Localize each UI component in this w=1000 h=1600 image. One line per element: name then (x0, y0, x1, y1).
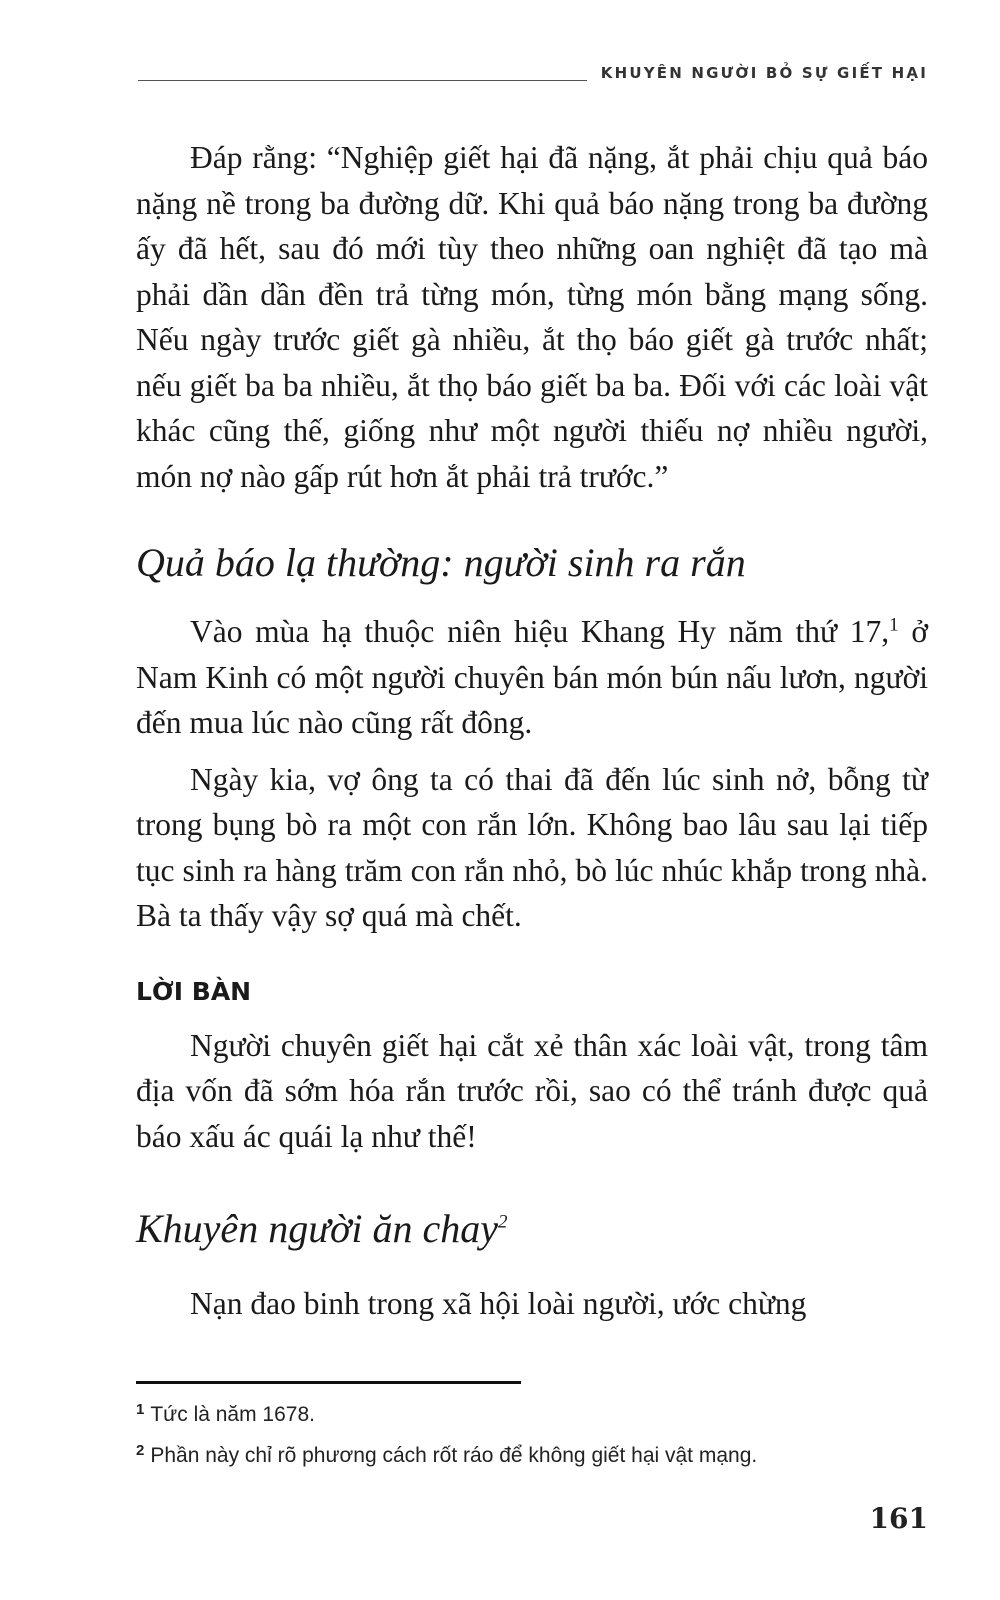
header-rule (138, 80, 587, 81)
footnote-number: 1 (136, 1401, 145, 1418)
paragraph-story-event: Ngày kia, vợ ông ta có thai đã đến lúc sinh nở, bỗng từ trong bụng bò ra một con rắn lớn. Không bao lâu sau lại tiếp tục sinh ra hàng trăm con rắn nhỏ, bò lúc nhúc khắp trong nhà. Bà ta thấy vậy sợ quá mà chết. (136, 761, 928, 933)
footnote-number: 2 (136, 1442, 145, 1459)
paragraph-comment: Người chuyên giết hại cắt xẻ thân xác loài vật, trong tâm địa vốn đã sớm hóa rắn trước rồi, sao có thể tránh được quả báo xấu ác quái lạ như thế! (136, 1027, 928, 1154)
story-intro-text-b: ở Nam Kinh có một người chuyên bán món bún nấu lươn, người đến mua lúc nào cũng rất đông. (136, 614, 928, 740)
paragraph-vegetarian-start: Nạn đao binh trong xã hội loài người, ước chừng (190, 1286, 807, 1321)
footnote-text: Phần này chỉ rõ phương cách rốt ráo để không giết hại vật mạng. (150, 1444, 758, 1467)
section-heading-vegetarian-text: Khuyên người ăn chay (136, 1206, 498, 1251)
running-header (138, 58, 928, 88)
section-heading-vegetarian (136, 1203, 928, 1255)
paragraph-story-intro (136, 609, 928, 746)
footnote-1 (136, 1392, 928, 1433)
footnote-ref-2[interactable]: 2 (497, 1211, 508, 1233)
comment-heading: LỜI BÀN (136, 976, 252, 1006)
footnote-2 (136, 1433, 928, 1474)
footnote-rule (136, 1381, 521, 1384)
footnote-ref-1[interactable]: 1 (889, 614, 899, 636)
section-heading-strange-retribution: Quả báo lạ thường: người sinh ra rắn (136, 540, 746, 585)
page-content (136, 135, 928, 1327)
footnotes (136, 1381, 928, 1474)
running-title: KHUYÊN NGƯỜI BỎ SỰ GIẾT HẠI (600, 64, 928, 82)
page-number: 161 (869, 1502, 928, 1535)
paragraph-answer: Đáp rằng: “Nghiệp giết hại đã nặng, ắt phải chịu quả báo nặng nề trong ba đường dữ. Khi quả báo nặng trong ba đường ấy đã hết, sau đó mới tùy theo những oan nghiệt đã tạo mà phải dần dần đền trả từng món, từng món bằng mạng sống. Nếu ngày trước giết gà nhiều, ắt thọ báo giết gà trước nhất; nếu giết ba ba nhiều, ắt thọ báo giết ba ba. Đối với các loài vật khác cũng thế, giống như một người thiếu nợ nhiều người, món nợ nào gấp rút hơn ắt phải trả trước.” (136, 140, 928, 494)
footnote-text: Tức là năm 1678. (150, 1403, 315, 1426)
story-intro-text-a: Vào mùa hạ thuộc niên hiệu Khang Hy năm thứ 17, (190, 614, 890, 649)
